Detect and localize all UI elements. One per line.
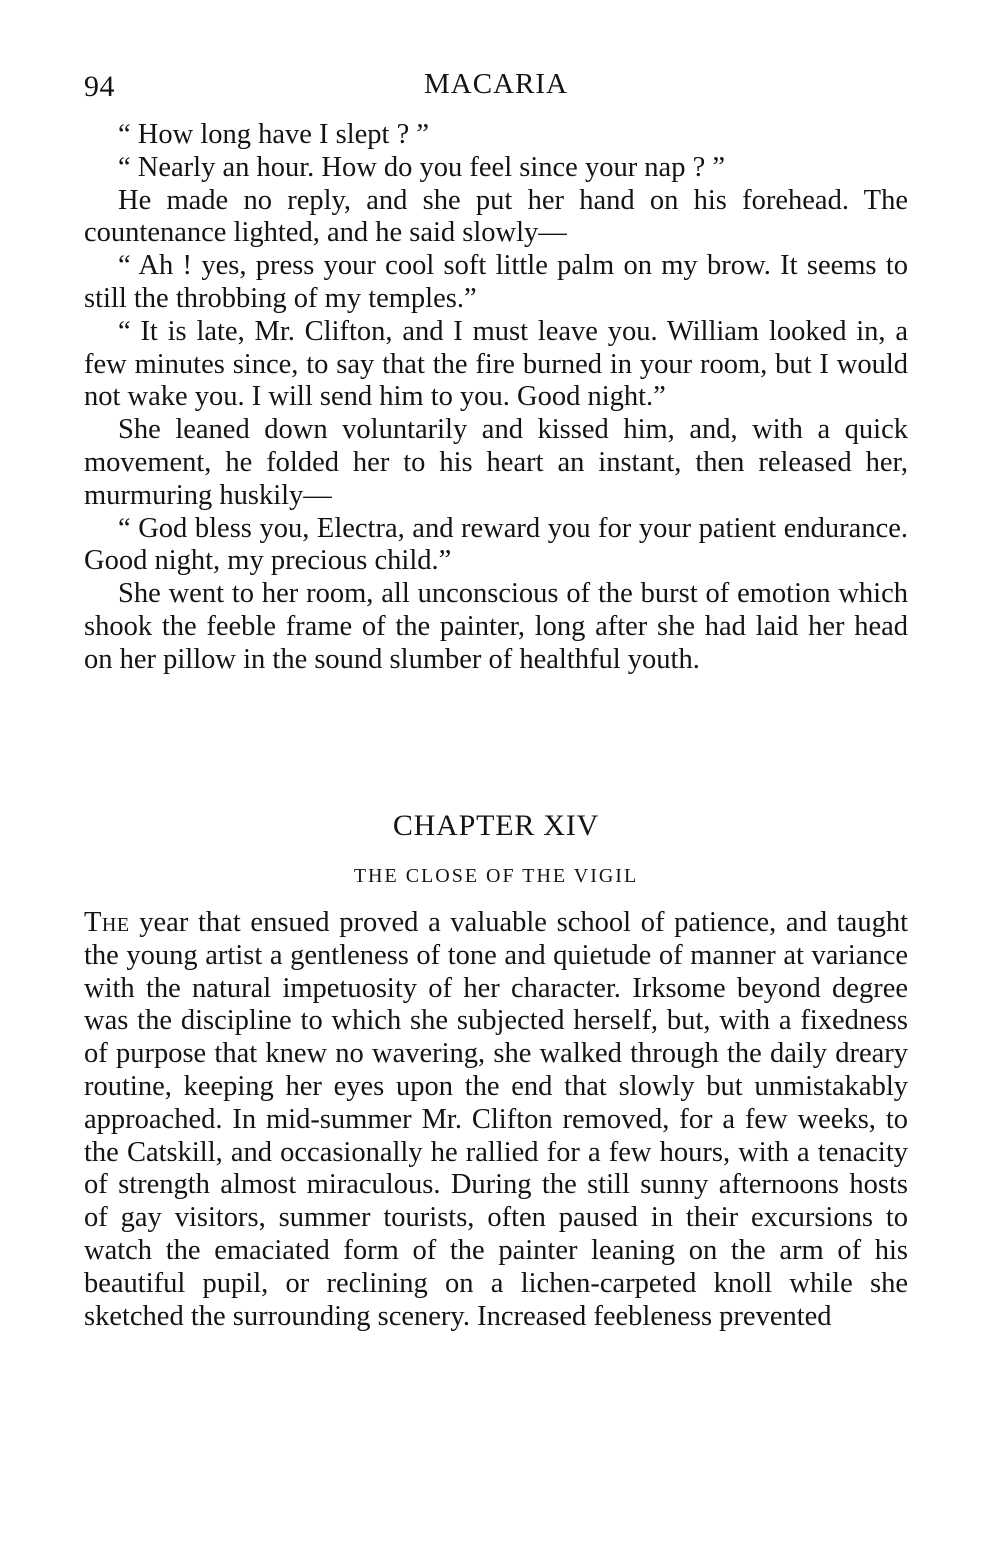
body-text-chapter (84, 907, 908, 1333)
chapter-subtitle: THE CLOSE OF THE VIGIL (353, 865, 639, 887)
paragraph: “ God bless you, Electra, and reward you for your patient endurance. Good night, my precious child.” (84, 512, 908, 577)
chapter-opening-text: year that ensued proved a valuable school of patience, and taught the young artist a gentleness of tone and quietude of manner at variance with the natural impetuosity of her character. Irksome beyond degree was the discipline to which she subjected herself, but, with a fixedness of purpose that knew no wavering, she walked through the daily dreary routine, keeping her eyes upon the end that slowly but unmistakably approached. In mid-summer Mr. Clifton removed, for a few weeks, to the Catskill, and occasionally he rallied for a few hours, with a tenacity of strength almost miraculous. During the still sunny afternoons hosts of gay visitors, summer tourists, often paused in their excursions to watch the emaciated form of the painter leaning on the arm of his beautiful pupil, or reclining on a lichen-carpeted knoll while she sketched the surrounding scenery. Increased feebleness prevented (84, 907, 908, 1332)
paragraph: “ Ah ! yes, press your cool soft little palm on my brow. It seems to still the throbbing of my temples.” (84, 250, 908, 314)
paragraph: She leaned down voluntarily and kissed him, and, with a quick movement, he folded her to his heart an instant, then released her, murmuring huskily— (84, 414, 908, 511)
paragraph: “ Nearly an hour. How do you feel since your nap ? ” (118, 151, 726, 183)
running-title: MACARIA (424, 68, 568, 100)
chapter-lead-word: The (84, 907, 130, 938)
chapter-title: CHAPTER XIV (392, 809, 600, 842)
paragraph: “ How long have I slept ? ” (118, 119, 430, 150)
page-number: 94 (84, 70, 115, 103)
paragraph: “ It is late, Mr. Clifton, and I must leave you. William looked in, a few minutes since, to say that the fire burned in your room, but I would not wake you. I will send him to you. Good night.” (84, 315, 908, 413)
chapter-opening-paragraph (84, 907, 908, 1333)
page-header (84, 64, 908, 104)
body-text-top (84, 119, 908, 677)
paragraph: She went to her room, all unconscious of the burst of emotion which shook the feeble frame of the painter, long after she had laid her head on her pillow in the sound slumber of healthful youth. (84, 578, 908, 675)
paragraph: He made no reply, and she put her hand on his forehead. The countenance lighted, and he said slowly— (84, 184, 908, 249)
